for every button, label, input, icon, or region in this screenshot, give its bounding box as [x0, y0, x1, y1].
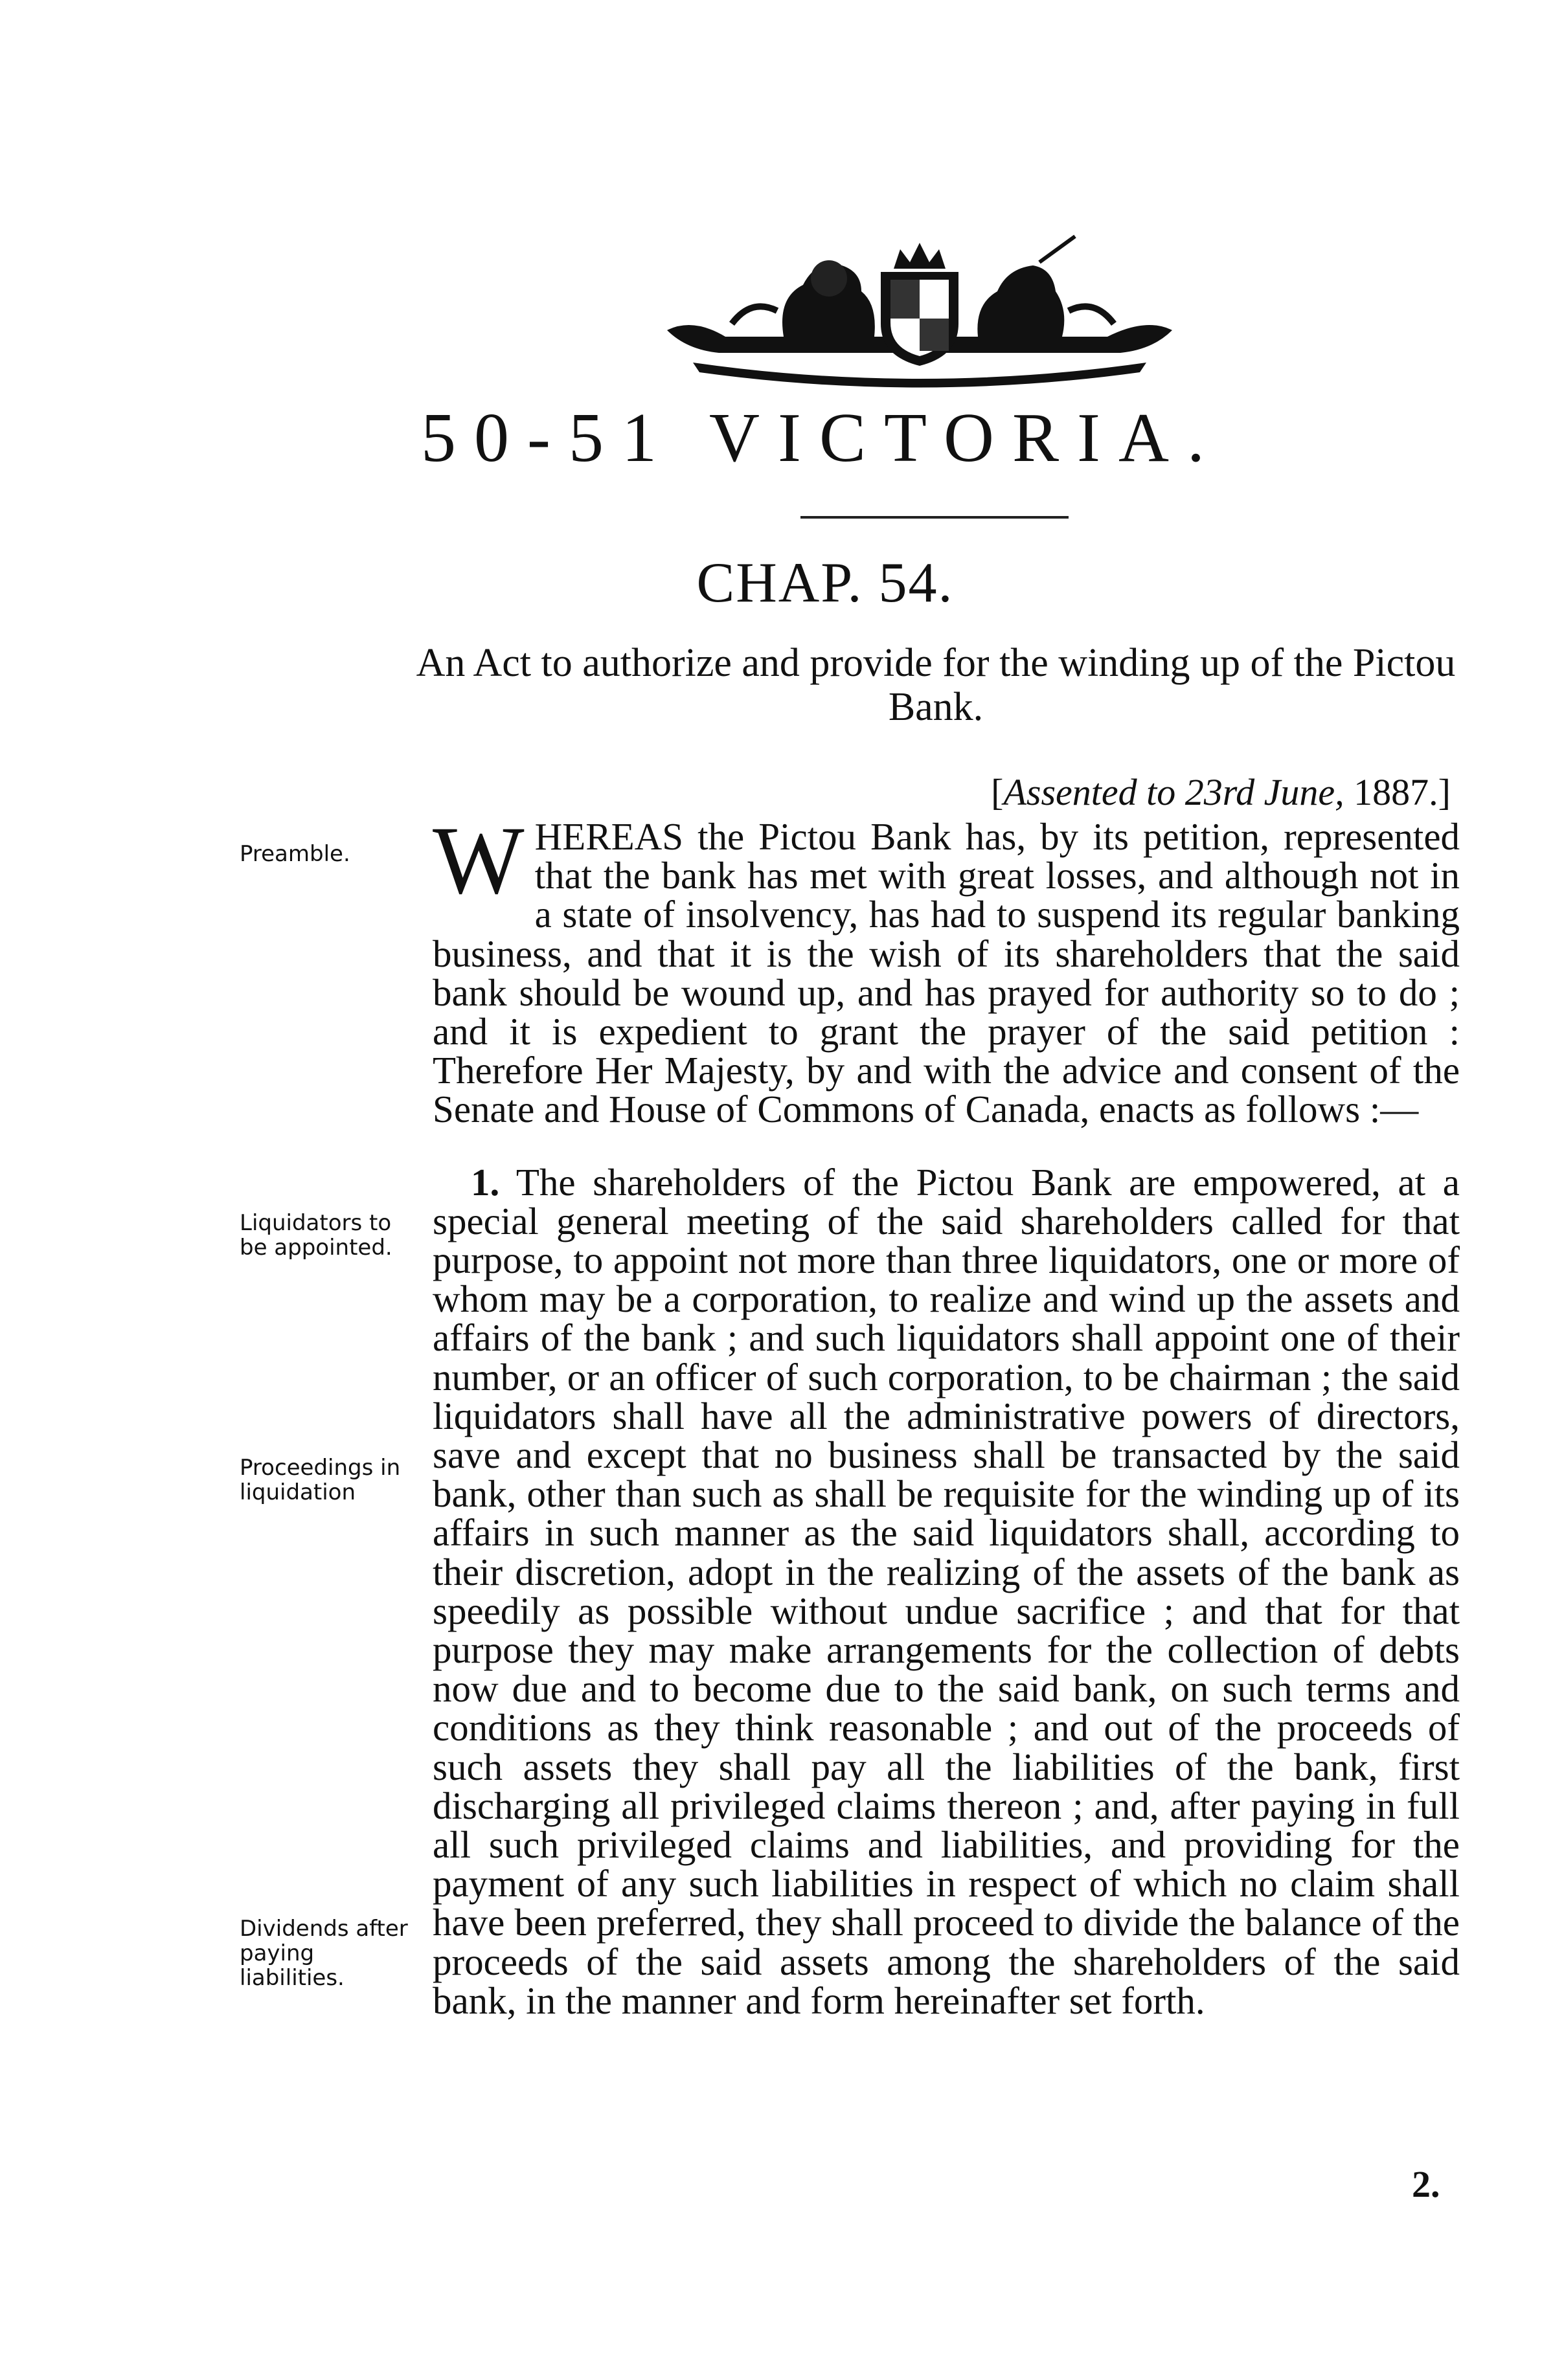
chapter-number: CHAP. 54. — [696, 552, 954, 614]
catchword: 2. — [1412, 2163, 1440, 2205]
preamble-text: HEREAS the Pictou Bank has, by its petition, represented that the bank has met with great losses, and although not in a state of insolvency, has had to suspend its regular banking business, and that it is the wish of its shareholders that the said bank should be wound up, and has prayed for authority so to do ; and it is expedient to grant the prayer of the said petition : Therefore Her Majesty, by and with the advice and consent of the Senate and House of Commons of Canada, enacts as follows :— — [433, 815, 1460, 1131]
section-1-paragraph — [433, 1160, 1460, 2022]
section-1-text: The shareholders of the Pictou Bank are empowered, at a special general meeting of the said shareholders called for that purpose, to appoint not more than three liquidators, one or more of whom may be a corporation, to realize and wind up the assets and affairs of the bank ; and such liquidators shall appoint one of their number, or an officer of such corporation, to be chairman ; the said liquidators shall have all the administrative powers of directors, save and except that no business shall be transacted by the said bank, other than such as shall be requisite for the winding up of its affairs in such manner as the said liquidators shall, according to their discretion, adopt in the realizing of the assets of the bank as speedily as possible without undue sacrifice ; and that for that purpose they may make arrangements for the collection of debts now due and to become due to the said bank, on such terms and conditions as they think reasonable ; and out of the proceeds of such assets they shall pay all the liabilities of the bank, first discharging all privileged claims thereon ; and, after paying in full all such privileged claims and liabilities, and providing for the payment of any such liabilities in respect of which no claim shall have been preferred, they shall proceed to divide the balance of the proceeds of the said assets among the shareholders of the said bank, in the manner and form hereinafter set forth. — [433, 1160, 1460, 2022]
assent-italic: Assented to 23rd June, — [1003, 771, 1344, 813]
margin-note-dividends: Dividends after paying liabilities. — [240, 1916, 408, 1991]
royal-coat-of-arms-icon — [654, 233, 1185, 388]
preamble-paragraph — [433, 807, 1460, 1131]
drop-cap: W — [433, 807, 525, 914]
act-title: An Act to authorize and provide for the winding up of the Pictou Bank. — [416, 641, 1456, 729]
page-title: 50-51 VICTORIA. — [420, 399, 1223, 477]
body-text — [433, 807, 1460, 2022]
assent-prefix: [ — [991, 771, 1004, 813]
section-1-number: 1. — [471, 1160, 500, 1204]
assent-date — [881, 770, 1451, 814]
margin-note-preamble: Preamble. — [240, 841, 350, 867]
title-rule — [800, 516, 1069, 519]
margin-note-proceedings: Proceedings in liquidation — [240, 1455, 401, 1505]
assent-suffix: 1887.] — [1344, 771, 1451, 813]
margin-note-liquidators: Liquidators to be appointed. — [240, 1210, 392, 1261]
